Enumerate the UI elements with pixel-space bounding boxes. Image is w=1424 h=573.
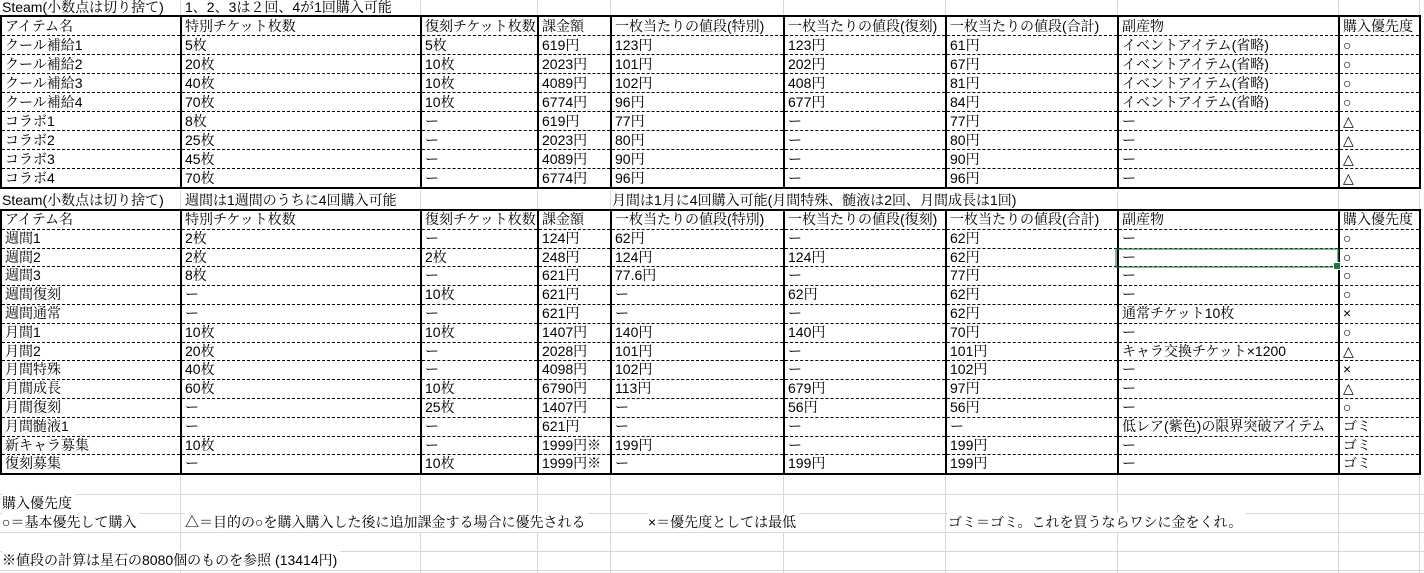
cell[interactable]: ー	[181, 455, 421, 474]
cell[interactable]: ー	[784, 417, 946, 436]
gridline	[1419, 0, 1420, 15]
gridline	[1338, 476, 1339, 573]
cell[interactable]: 96円	[611, 93, 784, 112]
column-header-cell[interactable]: 一枚当たりの値段(合計)	[946, 16, 1118, 36]
row-label-cell[interactable]: 週間2	[1, 248, 181, 267]
cell[interactable]: 10枚	[421, 55, 538, 74]
cell[interactable]: 4089円	[538, 150, 611, 169]
cell[interactable]: 4089円	[538, 74, 611, 93]
row-label-cell[interactable]: コラボ3	[1, 150, 181, 169]
column-header-cell[interactable]: アイテム名	[1, 16, 181, 36]
gridline	[0, 570, 1424, 571]
cell[interactable]: ー	[784, 267, 946, 286]
cell[interactable]: 77.6円	[611, 267, 784, 286]
cell[interactable]: 低レア(紫色)の限界突破アイテム	[1118, 417, 1339, 436]
cell[interactable]: 77円	[946, 267, 1118, 286]
cell[interactable]: ゴミ	[1339, 436, 1420, 455]
cell[interactable]: 77円	[611, 112, 784, 131]
cell[interactable]: ー	[611, 286, 784, 305]
cell[interactable]: 2枚	[181, 229, 421, 248]
cell[interactable]: 113円	[611, 380, 784, 399]
cell[interactable]: ○	[1339, 267, 1420, 286]
cell[interactable]: ー	[421, 361, 538, 380]
table-row	[1, 229, 1420, 248]
cell[interactable]: 25枚	[181, 131, 421, 150]
cell[interactable]: ー	[1118, 150, 1339, 169]
cell[interactable]: ゴミ	[1339, 417, 1420, 436]
cell[interactable]: ー	[1118, 455, 1339, 474]
table-row	[1, 36, 1420, 55]
cell[interactable]: △	[1339, 169, 1420, 189]
cell[interactable]: 10枚	[181, 436, 421, 455]
cell[interactable]: 40枚	[181, 74, 421, 93]
column-header-cell[interactable]: 課金額	[538, 16, 611, 36]
legend-trash[interactable]: ゴミ＝ゴミ。これを買うならワシに金をくれ。	[948, 513, 1245, 532]
cell[interactable]: 61円	[946, 36, 1118, 55]
table-row	[1, 150, 1420, 169]
gridline	[0, 532, 1424, 533]
cell[interactable]: 62円	[946, 229, 1118, 248]
table-row	[1, 398, 1420, 417]
cell[interactable]: 101円	[611, 55, 784, 74]
cell[interactable]: △	[1339, 342, 1420, 361]
cell[interactable]: 6774円	[538, 169, 611, 189]
cell[interactable]: 619円	[538, 36, 611, 55]
row-label-cell[interactable]: 月間特殊	[1, 361, 181, 380]
cell[interactable]: 202円	[784, 55, 946, 74]
cell[interactable]: ゴミ	[1339, 455, 1420, 474]
cell[interactable]: 248円	[538, 248, 611, 267]
cell[interactable]: 4098円	[538, 361, 611, 380]
cell[interactable]: ○	[1339, 248, 1420, 267]
header-row	[1, 16, 1420, 36]
row-label-cell[interactable]: 週間3	[1, 267, 181, 286]
table-row	[1, 304, 1420, 323]
gridline	[537, 0, 538, 15]
table-row	[1, 169, 1420, 189]
row-label-cell[interactable]: 週間1	[1, 229, 181, 248]
table-row	[1, 93, 1420, 112]
column-header-cell[interactable]: 復刻チケット枚数	[421, 16, 538, 36]
cell[interactable]: 40枚	[181, 361, 421, 380]
cell[interactable]: ー	[421, 267, 538, 286]
column-header-cell[interactable]: アイテム名	[1, 210, 181, 229]
cell[interactable]: 10枚	[421, 93, 538, 112]
column-header-cell[interactable]: 特別チケット枚数	[181, 16, 421, 36]
cell[interactable]: 45枚	[181, 150, 421, 169]
row-label-cell[interactable]: 週間復刻	[1, 286, 181, 305]
cell[interactable]: 84円	[946, 93, 1118, 112]
cell[interactable]: ー	[1118, 229, 1339, 248]
cell[interactable]: ○	[1339, 36, 1420, 55]
cell[interactable]: ー	[421, 304, 538, 323]
cell[interactable]: ー	[1118, 361, 1339, 380]
cell[interactable]: ー	[421, 436, 538, 455]
gridline	[420, 191, 421, 209]
cell[interactable]: ー	[1118, 286, 1339, 305]
cell[interactable]: 62円	[946, 286, 1118, 305]
table-row	[1, 455, 1420, 474]
table-row	[1, 417, 1420, 436]
cell[interactable]: キャラ交換チケット×1200	[1118, 342, 1339, 361]
cell[interactable]: 621円	[538, 267, 611, 286]
cell[interactable]: ー	[611, 417, 784, 436]
cell[interactable]: ー	[784, 342, 946, 361]
cell[interactable]: 62円	[946, 248, 1118, 267]
cell[interactable]: 124円	[784, 248, 946, 267]
row-label-cell[interactable]: 月間2	[1, 342, 181, 361]
column-header-cell[interactable]: 一枚当たりの値段(合計)	[946, 210, 1118, 229]
row-label-cell[interactable]: コラボ1	[1, 112, 181, 131]
cell[interactable]: ー	[611, 398, 784, 417]
table-row	[1, 380, 1420, 399]
cell[interactable]: ー	[1118, 267, 1339, 286]
column-header-cell[interactable]: 復刻チケット枚数	[421, 210, 538, 229]
cell[interactable]: ー	[784, 169, 946, 189]
gridline	[180, 191, 181, 209]
cell[interactable]: 56円	[784, 398, 946, 417]
cell[interactable]: 70円	[946, 323, 1118, 342]
cell[interactable]: 408円	[784, 74, 946, 93]
cell[interactable]: ー	[181, 417, 421, 436]
gridline	[0, 494, 1424, 495]
cell[interactable]: △	[1339, 150, 1420, 169]
table-row	[1, 74, 1420, 93]
column-header-cell[interactable]: 副産物	[1118, 210, 1339, 229]
gridline	[1338, 0, 1339, 15]
cell[interactable]: 199円	[946, 436, 1118, 455]
table-row	[1, 436, 1420, 455]
cell[interactable]: 102円	[946, 361, 1118, 380]
cell[interactable]: 97円	[946, 380, 1118, 399]
cell[interactable]: ー	[421, 112, 538, 131]
cell[interactable]: 124円	[611, 248, 784, 267]
gridline	[610, 476, 611, 573]
legend-circle[interactable]: ○＝基本優先して購入	[2, 513, 139, 532]
cell[interactable]: 1407円	[538, 398, 611, 417]
row-label-cell[interactable]: 月間成長	[1, 380, 181, 399]
cell[interactable]: イベントアイテム(省略)	[1118, 55, 1339, 74]
gridline	[180, 0, 181, 15]
cell[interactable]: 621円	[538, 286, 611, 305]
cell[interactable]: 199円	[611, 436, 784, 455]
cell[interactable]: 1999円※	[538, 436, 611, 455]
cell[interactable]: 10枚	[421, 74, 538, 93]
cell[interactable]: 77円	[946, 112, 1118, 131]
cell[interactable]: △	[1339, 380, 1420, 399]
table-row	[1, 342, 1420, 361]
table-row	[1, 131, 1420, 150]
cell[interactable]: △	[1339, 131, 1420, 150]
cell[interactable]: 123円	[784, 36, 946, 55]
cell[interactable]: ー	[784, 229, 946, 248]
purchase-rule-note[interactable]: 1、2、3は２回、4が1回購入可能	[185, 0, 395, 15]
table-row	[1, 55, 1420, 74]
cell[interactable]: ー	[784, 304, 946, 323]
cell[interactable]: ー	[421, 417, 538, 436]
cell[interactable]: ー	[421, 131, 538, 150]
cell[interactable]: 96円	[946, 169, 1118, 189]
cell[interactable]: 62円	[784, 286, 946, 305]
cell[interactable]: ー	[784, 112, 946, 131]
priority-legend-heading[interactable]: 購入優先度	[2, 494, 75, 513]
cell[interactable]: 20枚	[181, 342, 421, 361]
column-header-cell[interactable]: 一枚当たりの値段(復刻)	[784, 210, 946, 229]
cell[interactable]: イベントアイテム(省略)	[1118, 93, 1339, 112]
cell[interactable]: 677円	[784, 93, 946, 112]
cell[interactable]: 1407円	[538, 323, 611, 342]
header-row	[1, 210, 1420, 229]
cell[interactable]: 1999円※	[538, 455, 611, 474]
legend-triangle[interactable]: △＝目的の○を購入購入した後に追加課金する場合に優先される	[185, 513, 588, 532]
column-header-cell[interactable]: 一枚当たりの値段(復刻)	[784, 16, 946, 36]
cell[interactable]: ー	[784, 150, 946, 169]
cell[interactable]: ○	[1339, 74, 1420, 93]
table-row	[1, 112, 1420, 131]
cell[interactable]: ー	[421, 169, 538, 189]
cell[interactable]: △	[1339, 112, 1420, 131]
sheet-title[interactable]: Steam(小数点は切り捨て)	[2, 0, 167, 15]
row-label-cell[interactable]: 月間1	[1, 323, 181, 342]
cell[interactable]: ー	[1118, 169, 1339, 189]
sheet-title[interactable]: Steam(小数点は切り捨て)	[2, 191, 167, 209]
cell[interactable]: ○	[1339, 55, 1420, 74]
cell[interactable]: 90円	[611, 150, 784, 169]
cell[interactable]: ー	[181, 286, 421, 305]
cell[interactable]: 96円	[611, 169, 784, 189]
cell[interactable]: 5枚	[181, 36, 421, 55]
cell[interactable]: 25枚	[421, 398, 538, 417]
cell[interactable]: 6790円	[538, 380, 611, 399]
gridline	[1117, 191, 1118, 209]
row-label-cell[interactable]: 月間髄液1	[1, 417, 181, 436]
weekly-rule-note[interactable]: 週間は1週間のうちに4回購入可能	[185, 191, 400, 209]
cell[interactable]: ー	[784, 131, 946, 150]
cell[interactable]: ×	[1339, 304, 1420, 323]
steam-items-table-2	[0, 209, 1421, 475]
price-basis-note[interactable]: ※値段の計算は星石の8080個のものを参照 (13414円)	[2, 551, 340, 570]
column-header-cell[interactable]: 購入優先度	[1339, 210, 1420, 229]
cell[interactable]: 140円	[784, 323, 946, 342]
cell[interactable]: 60枚	[181, 380, 421, 399]
cell[interactable]: ー	[1118, 436, 1339, 455]
cell[interactable]: ○	[1339, 398, 1420, 417]
cell[interactable]: 10枚	[421, 323, 538, 342]
cell[interactable]: ー	[421, 342, 538, 361]
row-label-cell[interactable]: コラボ4	[1, 169, 181, 189]
gridline	[1419, 476, 1420, 573]
cell[interactable]: 62円	[611, 229, 784, 248]
gridline	[945, 0, 946, 15]
cell[interactable]: 102円	[611, 361, 784, 380]
cell[interactable]: 10枚	[421, 286, 538, 305]
gridline	[1419, 191, 1420, 209]
cell[interactable]: 80円	[946, 131, 1118, 150]
gridline	[420, 0, 421, 15]
cell[interactable]: 5枚	[421, 36, 538, 55]
steam-items-table-1	[0, 15, 1421, 189]
cell[interactable]: ○	[1339, 286, 1420, 305]
cell[interactable]: イベントアイテム(省略)	[1118, 74, 1339, 93]
cell[interactable]: ー	[784, 361, 946, 380]
table-row	[1, 248, 1420, 267]
cell[interactable]: 2028円	[538, 342, 611, 361]
cell[interactable]: ○	[1339, 229, 1420, 248]
column-header-cell[interactable]: 特別チケット枚数	[181, 210, 421, 229]
monthly-rule-note[interactable]: 月間は1月に4回購入可能(月間特殊、髄液は2回、月間成長は1回)	[612, 191, 1019, 209]
cell[interactable]: 679円	[784, 380, 946, 399]
cell[interactable]: ー	[1118, 248, 1339, 267]
column-header-cell[interactable]: 購入優先度	[1339, 16, 1420, 36]
gridline	[1117, 0, 1118, 15]
cell[interactable]: ー	[1118, 131, 1339, 150]
cell[interactable]: 101円	[611, 342, 784, 361]
cell[interactable]: 67円	[946, 55, 1118, 74]
cell[interactable]: ー	[784, 436, 946, 455]
cell[interactable]: 10枚	[181, 323, 421, 342]
cell[interactable]: 56円	[946, 398, 1118, 417]
cell[interactable]: 123円	[611, 36, 784, 55]
cell[interactable]: 8枚	[181, 267, 421, 286]
cell[interactable]: ー	[611, 304, 784, 323]
cell[interactable]: 2023円	[538, 55, 611, 74]
cell[interactable]: 101円	[946, 342, 1118, 361]
cell[interactable]: ー	[421, 229, 538, 248]
cell[interactable]: ー	[1118, 398, 1339, 417]
cell[interactable]: ー	[1118, 323, 1339, 342]
row-label-cell[interactable]: 週間通常	[1, 304, 181, 323]
row-label-cell[interactable]: クール補給1	[1, 36, 181, 55]
cell[interactable]: ー	[946, 417, 1118, 436]
cell[interactable]: 2枚	[181, 248, 421, 267]
table-row	[1, 267, 1420, 286]
gridline	[610, 191, 611, 209]
cell[interactable]: 20枚	[181, 55, 421, 74]
row-label-cell[interactable]: コラボ2	[1, 131, 181, 150]
cell[interactable]: ○	[1339, 93, 1420, 112]
table-row	[1, 361, 1420, 380]
cell[interactable]: 2023円	[538, 131, 611, 150]
column-header-cell[interactable]: 課金額	[538, 210, 611, 229]
row-label-cell[interactable]: 月間復刻	[1, 398, 181, 417]
cell[interactable]: ー	[1118, 380, 1339, 399]
row-label-cell[interactable]: クール補給4	[1, 93, 181, 112]
cell[interactable]: 70枚	[181, 93, 421, 112]
table-row	[1, 286, 1420, 305]
gridline	[945, 476, 946, 573]
cell[interactable]: 621円	[538, 304, 611, 323]
row-label-cell[interactable]: 復刻募集	[1, 455, 181, 474]
cell[interactable]: 124円	[538, 229, 611, 248]
row-label-cell[interactable]: クール補給2	[1, 55, 181, 74]
row-label-cell[interactable]: クール補給3	[1, 74, 181, 93]
cell[interactable]: 2枚	[421, 248, 538, 267]
cell[interactable]: 621円	[538, 417, 611, 436]
cell[interactable]: 102円	[611, 74, 784, 93]
cell[interactable]: ー	[421, 150, 538, 169]
cell[interactable]: 70枚	[181, 169, 421, 189]
cell[interactable]: 199円	[784, 455, 946, 474]
cell[interactable]: ー	[611, 455, 784, 474]
title-row-1	[0, 0, 1424, 15]
cell[interactable]: ー	[181, 398, 421, 417]
cell[interactable]: 90円	[946, 150, 1118, 169]
cell[interactable]: 10枚	[421, 455, 538, 474]
cell[interactable]: イベントアイテム(省略)	[1118, 36, 1339, 55]
cell[interactable]: 140円	[611, 323, 784, 342]
gridline	[610, 0, 611, 15]
cell[interactable]: 199円	[946, 455, 1118, 474]
cell[interactable]: 81円	[946, 74, 1118, 93]
cell[interactable]: ー	[1118, 112, 1339, 131]
cell[interactable]: 8枚	[181, 112, 421, 131]
column-header-cell[interactable]: 一枚当たりの値段(特別)	[611, 210, 784, 229]
cell[interactable]: 6774円	[538, 93, 611, 112]
gridline	[537, 191, 538, 209]
cell[interactable]: 619円	[538, 112, 611, 131]
row-label-cell[interactable]: 新キャラ募集	[1, 436, 181, 455]
gridline	[783, 0, 784, 15]
legend-x[interactable]: ×＝優先度としては最低	[648, 513, 799, 532]
column-header-cell[interactable]: 一枚当たりの値段(特別)	[611, 16, 784, 36]
table-row	[1, 323, 1420, 342]
title-row-2	[0, 191, 1424, 209]
gridline	[1338, 191, 1339, 209]
cell[interactable]: 通常チケット10枚	[1118, 304, 1339, 323]
cell[interactable]: ○	[1339, 323, 1420, 342]
column-header-cell[interactable]: 副産物	[1118, 16, 1339, 36]
cell[interactable]: ×	[1339, 361, 1420, 380]
cell[interactable]: 80円	[611, 131, 784, 150]
cell[interactable]: 62円	[946, 304, 1118, 323]
cell[interactable]: ー	[181, 304, 421, 323]
cell[interactable]: 10枚	[421, 380, 538, 399]
